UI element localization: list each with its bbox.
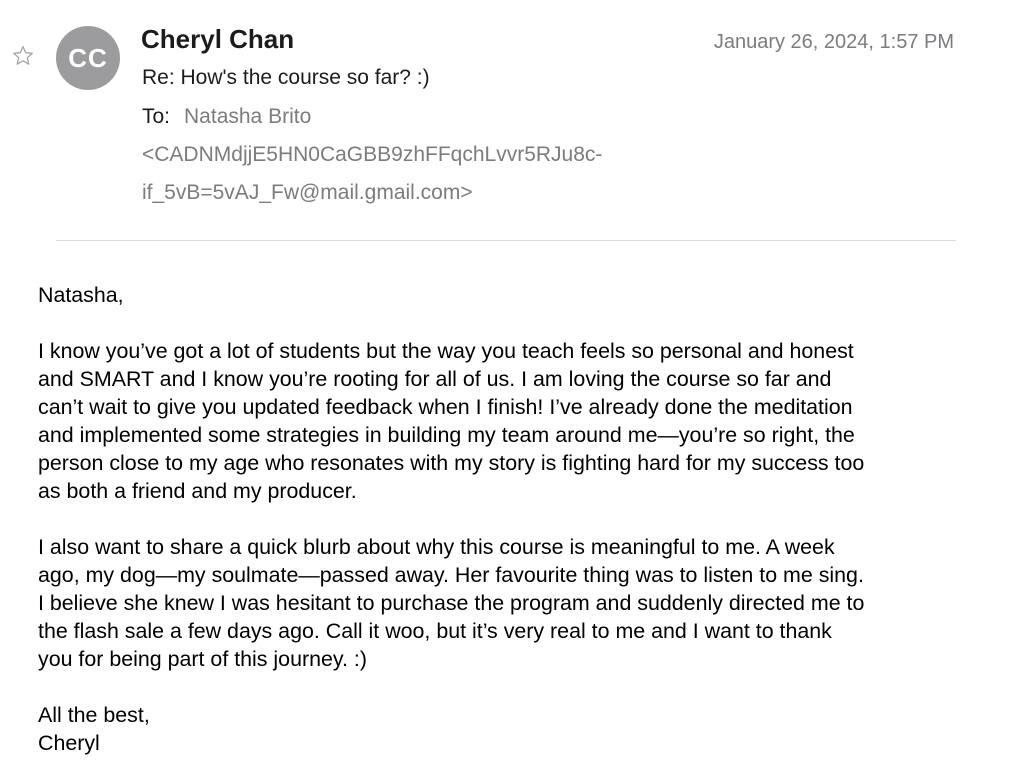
greeting: Natasha,	[38, 283, 124, 307]
recipient-address-line-1[interactable]: <CADNMdjjE5HN0CaGBB9zhFFqchLvvr5RJu8c-	[142, 143, 603, 166]
sender-name[interactable]: Cheryl Chan	[141, 24, 295, 54]
avatar-initials: CC	[68, 42, 108, 73]
message-subject: Re: How's the course so far? :)	[142, 66, 430, 89]
body-paragraph-2: I also want to share a quick blurb about why this course is meaningful to me. A week ago, my dog—my soulmate—passed away. Her favourite thing was to listen to me sing. I believe she knew I was hesitant to purchase the program and suddenly directed me to the flash sale a few days ago. Call it woo, but it’s very real to me and I want to thank you for being part of this journey. :)	[38, 535, 865, 671]
body-paragraph-1: I know you’ve got a lot of students but the way you teach feels so personal and honest and SMART and I know you’re rooting for all of us. I am loving the course so far and can’t wait to give you updated feedback when I finish! I’ve already done the meditation and implemented some strategies in building my team around me—you’re so right, the person close to my age who resonates with my story is fighting hard for my success too as both a friend and my producer.	[38, 339, 865, 503]
star-icon[interactable]	[10, 42, 36, 70]
recipient-row	[142, 105, 311, 129]
signature: Cheryl	[38, 731, 100, 755]
to-label: To:	[142, 105, 171, 128]
sign-off: All the best,	[38, 703, 150, 727]
sender-avatar	[56, 26, 120, 90]
message-date: January 26, 2024, 1:57 PM	[713, 31, 954, 53]
message-body	[38, 281, 988, 757]
recipient-name[interactable]: Natasha Brito	[184, 105, 312, 128]
header-divider	[56, 240, 956, 241]
recipient-address-line-2[interactable]: if_5vB=5vAJ_Fw@mail.gmail.com>	[142, 181, 473, 204]
